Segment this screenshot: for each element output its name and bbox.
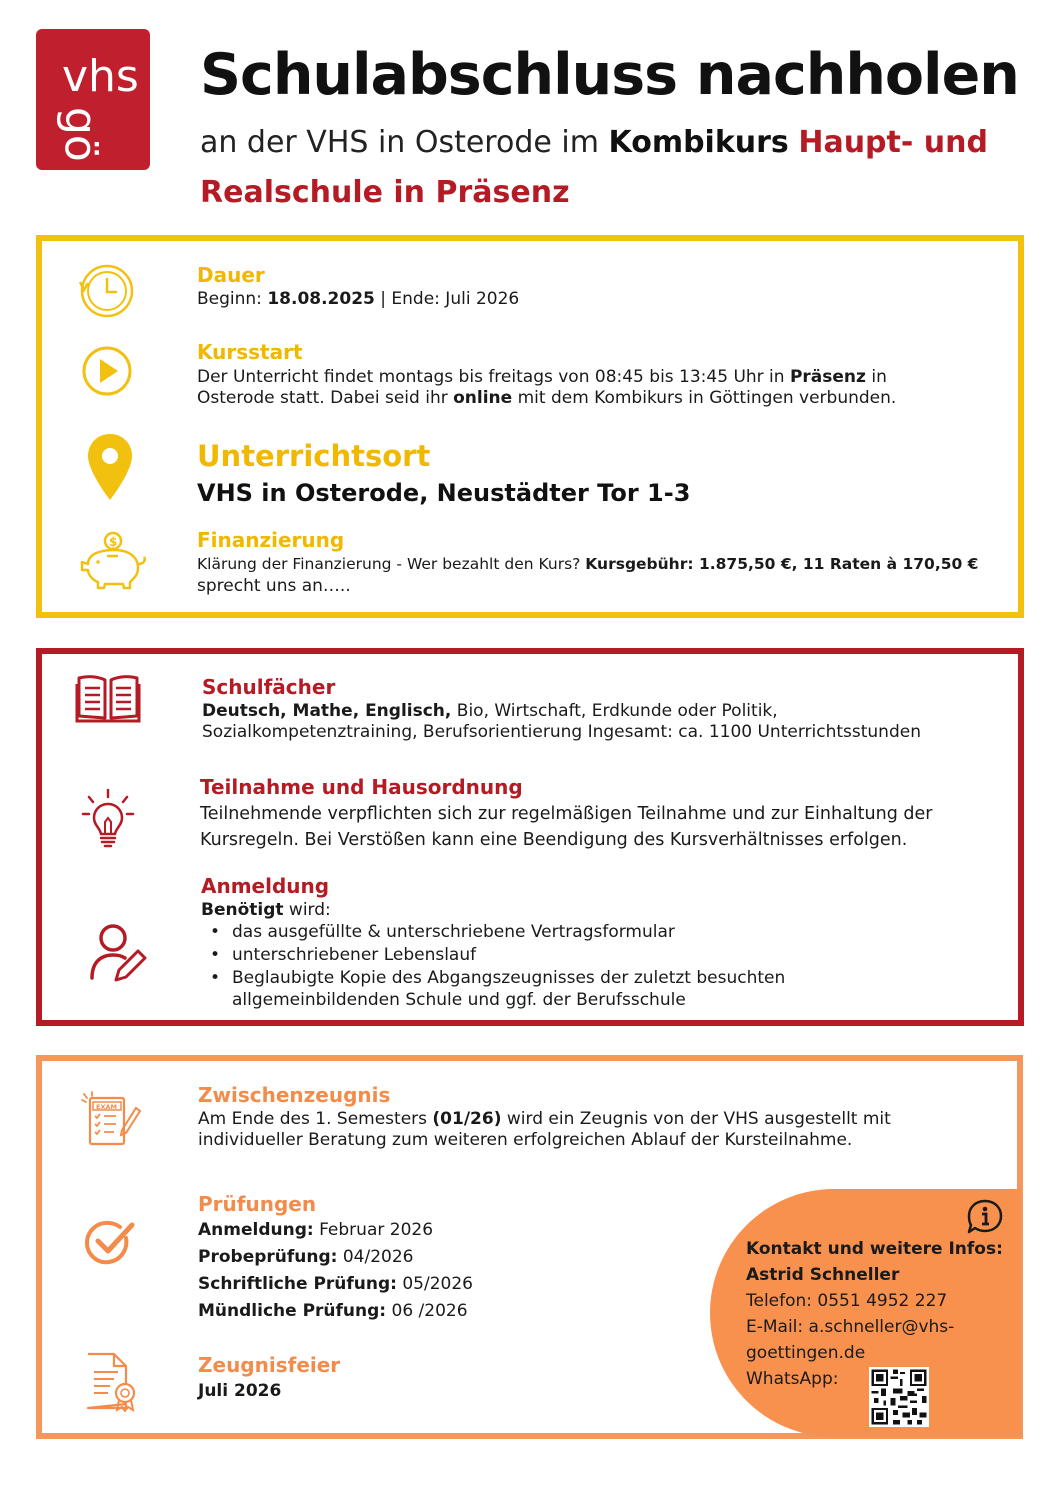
svg-text:$: $ (109, 535, 118, 549)
list-item: • das ausgefüllte & unterschriebene Vertragsformular (201, 921, 785, 944)
teilnahme-heading: Teilnahme und Hausordnung (200, 775, 523, 799)
page-subtitle (200, 118, 1040, 218)
subtitle-plain: an der VHS in Osterode im (200, 125, 609, 160)
logo-text-go: gö (55, 107, 106, 162)
list-item: Schriftliche Prüfung: 05/2026 (198, 1274, 473, 1294)
contact-title: Kontakt und weitere Infos: (746, 1239, 1003, 1259)
contact-phone[interactable]: Telefon: 0551 4952 227 (746, 1291, 948, 1311)
subtitle-bold: Kombikurs (608, 125, 789, 160)
kursstart-heading: Kursstart (197, 340, 303, 364)
unterrichtsort-address: VHS in Osterode, Neustädter Tor 1-3 (197, 479, 691, 507)
pruefungen-list (198, 1217, 473, 1325)
subtitle-red-2: Realschule in Präsenz (200, 175, 570, 210)
logo-text-vhs: vhs (62, 51, 139, 102)
anmeldung-heading: Anmeldung (201, 874, 330, 898)
zeugnisfeier-heading: Zeugnisfeier (198, 1353, 341, 1377)
finanzierung-heading: Finanzierung (197, 528, 345, 552)
check-circle-icon (82, 1218, 136, 1268)
play-icon (80, 344, 134, 398)
finanzierung-line2: sprecht uns an….. (197, 576, 351, 596)
zwischenzeugnis-heading: Zwischenzeugnis (198, 1083, 391, 1107)
schulfaecher-text: Deutsch, Mathe, Englisch, Bio, Wirtschaft, Erdkunde oder Politik, Sozialkompetenztraining, Berufsorientierung Ingesamt: ca. 1100 Unterrichtsstunden (202, 701, 921, 742)
vhs-logo (36, 29, 150, 170)
anmeldung-list (201, 921, 785, 1011)
user-edit-icon (88, 922, 150, 984)
finanzierung-line1: Klärung der Finanzierung - Wer bezahlt den Kurs? Kursgebühr: 1.875,50 €, 11 Raten à 170,50 € (197, 555, 979, 573)
schulfaecher-heading: Schulfächer (202, 675, 336, 699)
svg-text:EXAM: EXAM (96, 1103, 117, 1111)
list-item: • unterschriebener Lebenslauf (201, 944, 785, 967)
page-title: Schulabschluss nachholen (200, 42, 1019, 108)
zeugnisfeier-date: Juli 2026 (198, 1381, 282, 1401)
dauer-text: Beginn: 18.08.2025 | Ende: Juli 2026 (197, 289, 520, 309)
location-pin-icon (86, 432, 134, 502)
teilnahme-text: Teilnehmende verpflichten sich zur regelmäßigen Teilnahme und zur Einhaltung der Kursregeln. Bei Verstößen kann eine Beendigung des Kursverhältnisses erfolgen. (200, 804, 933, 850)
unterrichtsort-heading: Unterrichtsort (197, 439, 431, 473)
contact-name: Astrid Schneller (746, 1265, 900, 1285)
info-icon (966, 1198, 1004, 1236)
kursstart-text: Der Unterricht findet montags bis freitags von 08:45 bis 13:45 Uhr in Präsenz in Osterode statt. Dabei seid ihr online mit dem Kombikurs in Göttingen verbunden. (197, 367, 897, 408)
clock-icon (76, 262, 136, 320)
qr-code-icon[interactable] (869, 1367, 929, 1427)
lightbulb-icon (80, 786, 136, 852)
open-book-icon (75, 672, 141, 724)
list-item: Anmeldung: Februar 2026 (198, 1220, 434, 1240)
list-item: Mündliche Prüfung: 06 /2026 (198, 1301, 468, 1321)
contact-email[interactable]: E-Mail: a.schneller@vhs- goettingen.de (746, 1317, 955, 1363)
list-item: Probeprüfung: 04/2026 (198, 1247, 414, 1267)
dauer-heading: Dauer (197, 263, 265, 287)
list-item: • Beglaubigte Kopie des Abgangszeugnisses der zuletzt besuchten allgemeinbildenden Schule und ggf. der Berufsschule (201, 967, 785, 1011)
exam-checklist-icon (80, 1090, 142, 1148)
pruefungen-heading: Prüfungen (198, 1192, 317, 1216)
piggy-bank-icon (78, 530, 150, 592)
certificate-icon (84, 1350, 140, 1412)
anmeldung-intro: Benötigt wird: (201, 900, 331, 920)
zwischenzeugnis-text: Am Ende des 1. Semesters (01/26) wird ein Zeugnis von der VHS ausgestellt mit individueller Beratung zum weiteren erfolgreichen Ablauf der Kursteilnahme. (198, 1109, 891, 1150)
subtitle-red-1: Haupt- und (798, 125, 988, 160)
contact-whatsapp: WhatsApp: (746, 1369, 839, 1389)
